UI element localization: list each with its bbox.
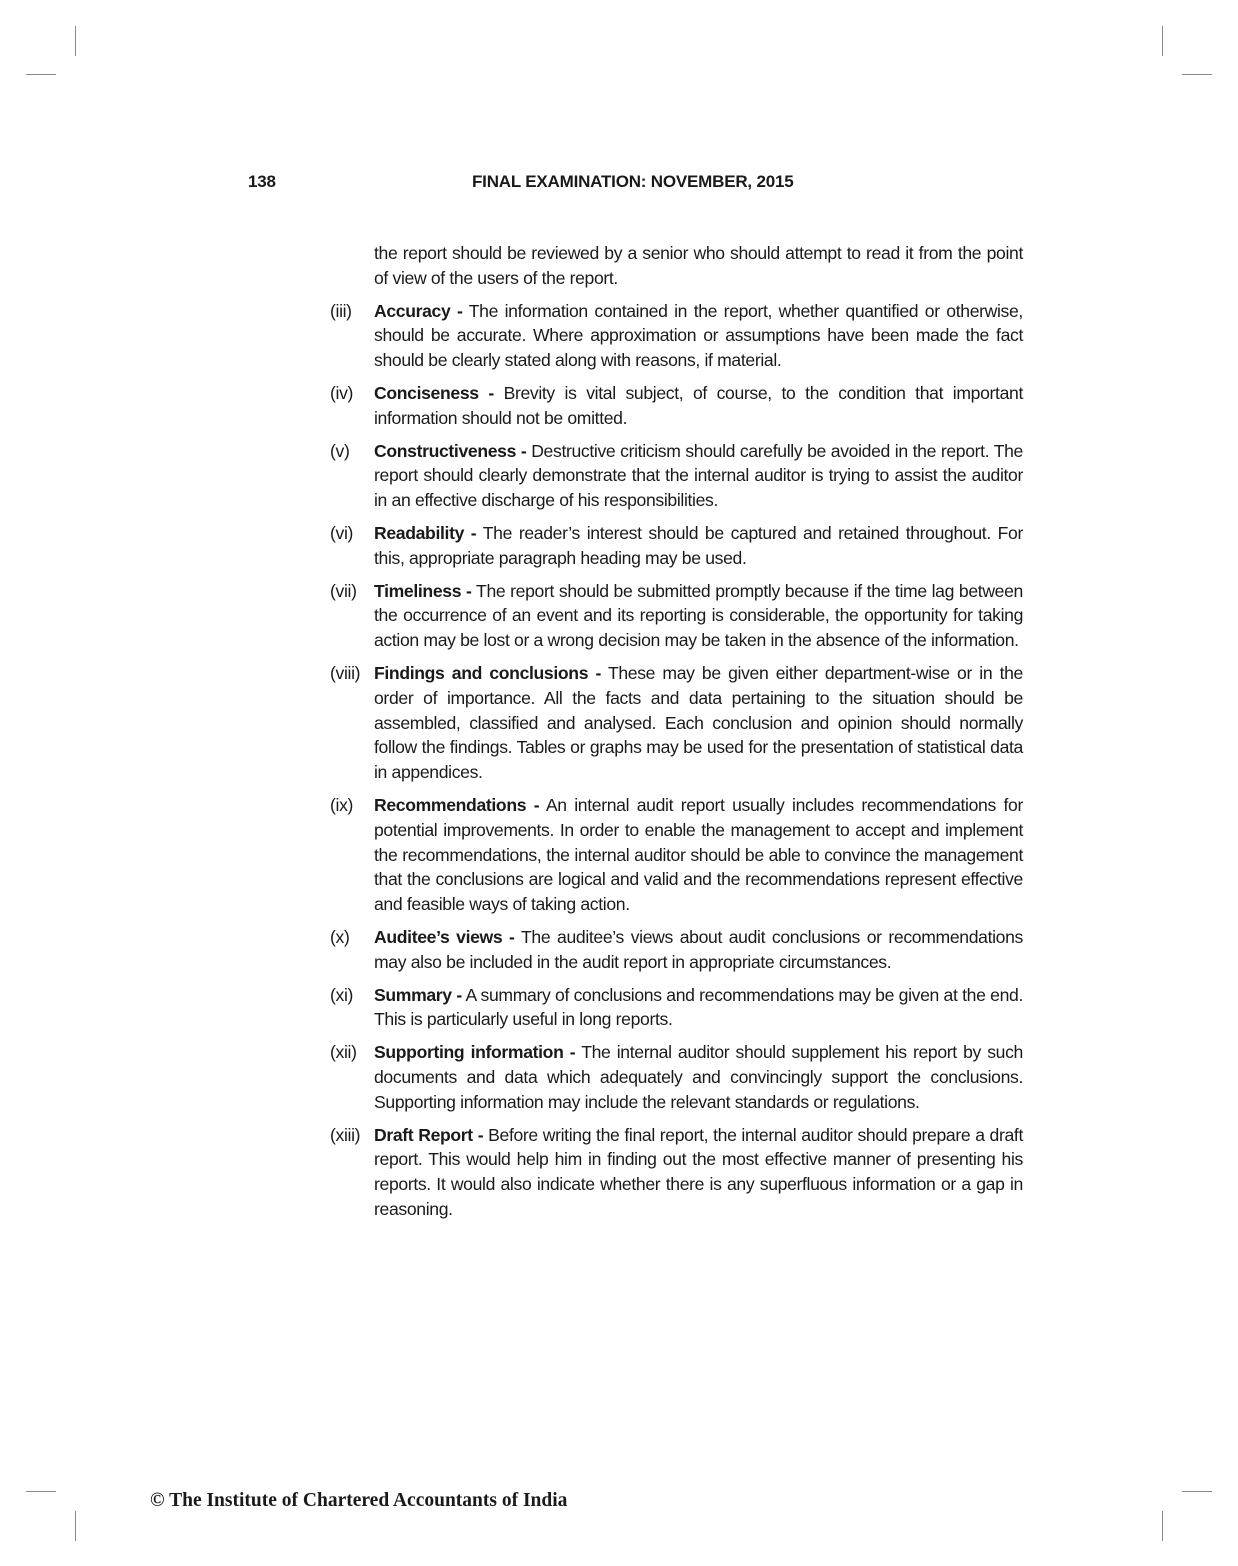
- crop-mark-bottom-right-horizontal: [1182, 1491, 1212, 1492]
- list-item-body: [374, 793, 1023, 917]
- list-item-text: The auditee’s views about audit conclusions or recommendations may also be included in the audit report in appropriate circumstances.: [374, 926, 1023, 972]
- list-item-body: [374, 439, 1023, 513]
- list-item-text: The report should be submitted promptly because if the time lag between the occurrence of an event and its reporting is considerable, the opportunity for taking action may be lost or a wrong decision may be taken in the absence of the information.: [374, 580, 1023, 651]
- list-item-term: Conciseness -: [374, 382, 494, 403]
- list-item-number: (ix): [330, 794, 354, 815]
- list-item-text: An internal audit report usually includes recommendations for potential improvements. In order to enable the management to accept and implement the recommendations, the internal auditor should be able to convince the management that the conclusions are logical and valid and the recommendations represent effective and feasible ways of taking action.: [374, 794, 1023, 915]
- list-item-term: Auditee’s views -: [374, 926, 515, 947]
- list-item-number: (x): [330, 926, 350, 947]
- list-item-term: Accuracy -: [374, 300, 463, 321]
- list-item-text: These may be given either department-wise or in the order of importance. All the facts and data pertaining to the situation should be assembled, classified and analysed. Each conclusion and opinion should normally follow the findings. Tables or graphs may be used for the presentation of statistical data in appendices.: [374, 662, 1023, 783]
- crop-mark-top-left-vertical: [75, 26, 76, 56]
- list-item-body: [374, 983, 1023, 1033]
- list-item-body: [374, 1040, 1023, 1114]
- list-item-number: (xiii): [330, 1124, 361, 1145]
- running-header: FINAL EXAMINATION: NOVEMBER, 2015: [472, 172, 794, 191]
- list-item-viii: [330, 661, 1023, 785]
- list-item-term: Recommendations -: [374, 794, 540, 815]
- list-item-number: (vii): [330, 580, 357, 601]
- list-item-number: (v): [330, 440, 350, 461]
- crop-mark-top-right-horizontal: [1182, 74, 1212, 75]
- list-item-vii: [330, 579, 1023, 653]
- list-item-text: A summary of conclusions and recommendations may be given at the end. This is particularly useful in long reports.: [374, 984, 1023, 1030]
- list-item-xi: [330, 983, 1023, 1033]
- list-item-body: [374, 925, 1023, 975]
- list-item-xiii: [330, 1123, 1023, 1222]
- list-item-term: Findings and conclusions -: [374, 662, 601, 683]
- list-item-body: [374, 661, 1023, 785]
- list-item-term: Readability -: [374, 522, 477, 543]
- list-item-v: [330, 439, 1023, 513]
- list-item-term: Summary -: [374, 984, 462, 1005]
- list-item-text: The internal auditor should supplement his report by such documents and data which adequately and convincingly support the conclusions. Supporting information may include the relevant standards or regulations.: [374, 1042, 1023, 1112]
- list-item-x: [330, 925, 1023, 975]
- crop-mark-top-left-horizontal: [26, 74, 56, 75]
- page-number: 138: [248, 172, 276, 191]
- list-item-text: The reader’s interest should be captured and retained throughout. For this, appropriate paragraph heading may be used.: [374, 522, 1023, 568]
- list-item-number: (xii): [330, 1042, 357, 1063]
- crop-mark-bottom-left-horizontal: [26, 1491, 56, 1492]
- list-item-iv: [330, 381, 1023, 431]
- list-item-xii: [330, 1040, 1023, 1114]
- list-item-number: (iv): [330, 382, 354, 403]
- main-content: [330, 241, 1023, 1230]
- list-item-text: Destructive criticism should carefully be avoided in the report. The report should clearly demonstrate that the internal auditor is trying to assist the auditor in an effective discharge of his responsibilities.: [374, 440, 1023, 511]
- crop-mark-top-right-vertical: [1162, 26, 1163, 56]
- list-item-term: Constructiveness -: [374, 440, 527, 461]
- list-item-iii: [330, 299, 1023, 373]
- list-item-body: [374, 579, 1023, 653]
- crop-mark-bottom-left-vertical: [75, 1511, 76, 1541]
- list-item-body: [374, 299, 1023, 373]
- continuation-paragraph: the report should be reviewed by a senior who should attempt to read it from the point of view of the users of the report.: [374, 243, 1023, 288]
- copyright-footer: © The Institute of Chartered Accountants of India: [150, 1490, 568, 1511]
- list-item-vi: [330, 521, 1023, 571]
- crop-mark-bottom-right-vertical: [1162, 1511, 1163, 1541]
- list-item-body: [374, 1123, 1023, 1222]
- list-item-number: (viii): [330, 662, 361, 683]
- list-item-number: (vi): [330, 522, 354, 543]
- list-item-number: (xi): [330, 984, 354, 1005]
- list-item-ix: [330, 793, 1023, 917]
- list-item-text: Before writing the final report, the internal auditor should prepare a draft report. This would help him in finding out the most effective manner of presenting his reports. It would also indicate whether there is any superfluous information or a gap in reasoning.: [374, 1124, 1023, 1219]
- list-item-term: Supporting information -: [374, 1042, 576, 1063]
- list-item-text: Brevity is vital subject, of course, to the condition that important information should not be omitted.: [374, 382, 1023, 428]
- list-item-number: (iii): [330, 300, 352, 321]
- list-item-body: [374, 521, 1023, 571]
- list-item-text: The information contained in the report, whether quantified or otherwise, should be accurate. Where approximation or assumptions have been made the fact should be clearly stated along with reasons, if material.: [374, 300, 1023, 371]
- list-item-term: Timeliness -: [374, 580, 472, 601]
- list-item-body: [374, 381, 1023, 431]
- list-item-term: Draft Report -: [374, 1124, 484, 1145]
